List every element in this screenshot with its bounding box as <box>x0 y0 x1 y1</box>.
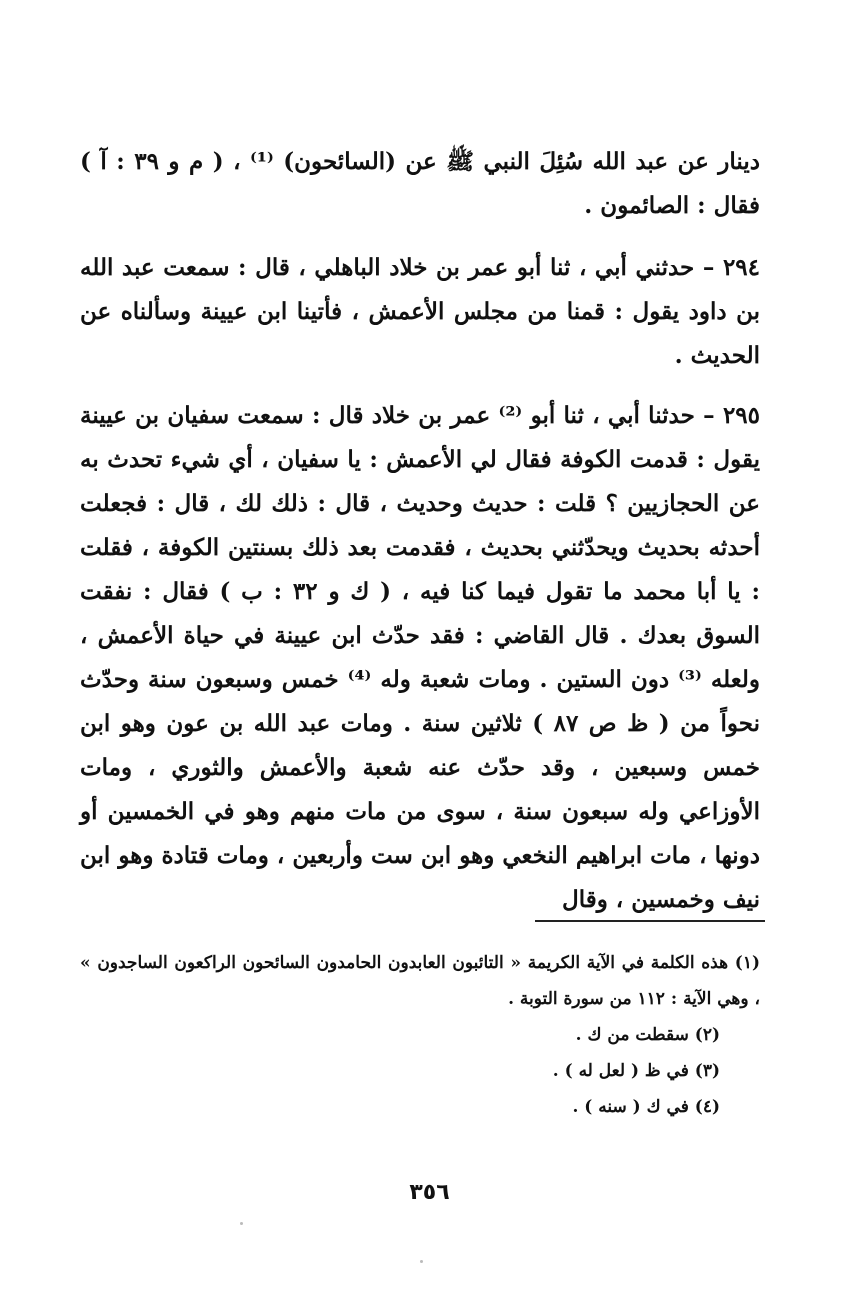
footnote-1: (١) هذه الكلمة في الآية الكريمة « التائبون العابدون الحامدون السائحون الراكعون الساجدون » ، وهي الآية : ١١٢ من سورة التوبة . <box>80 953 760 1009</box>
paragraph-hadith-295: ٢٩٥ – حدثنا أبي ، ثنا أبو ⁽²⁾ عمر بن خلاد قال : سمعت سفيان بن عيينة يقول : قدمت الكوفة فقال لي الأعمش : يا سفيان ، أي شيء تحدث به عن الحجازيين ؟ قلت : حديث وحديث ، قال : ذلك لك ، قال : فجعلت أحدثه بحديث ويحدّثني بحديث ، فقدمت بعد ذلك بسنتين الكوفة ، فقلت : يا أبا محمد ما تقول فيما كنا فيه ، ( ك و ٣٢ : ب ) فقال : نفقت السوق بعدك . قال القاضي : فقد حدّث ابن عيينة في حياة الأعمش ، ولعله ⁽³⁾ دون الستين . ومات شعبة وله ⁽⁴⁾ خمس وسبعون سنة وحدّث نحواً من ( ظ ص ٨٧ ) ثلاثين سنة . ومات عبد الله بن عون وهو ابن خمس وسبعين ، وقد حدّث عنه شعبة والأعمش والثوري ، ومات الأوزاعي وله سبعون سنة ، سوى من مات منهم وهو في الخمسين أو دونها ، مات ابراهيم النخعي وهو ابن ست وأربعين ، ومات قتادة وهو ابن نيف وخمسين ، وقال <box>80 402 761 913</box>
paper-speck <box>240 1222 243 1225</box>
page-number: ٣٥٦ <box>409 1180 450 1205</box>
footnote-2: (٢) سقطت من ك . <box>575 1025 720 1045</box>
paragraph-continuation: دينار عن عبد الله سُئِلَ النبي ﷺ عن (السائحون) ⁽¹⁾ ، ( م و ٣٩ : آ ) فقال : الصائمون . <box>80 148 760 219</box>
footnotes <box>80 945 760 1125</box>
paper-speck <box>420 1260 423 1263</box>
footnote-4: (٤) في ك ( سنه ) . <box>572 1097 720 1117</box>
footnote-3: (٣) في ظ ( لعل له ) . <box>552 1061 720 1081</box>
main-text <box>80 140 760 938</box>
footnote-divider <box>535 920 765 922</box>
paragraph-hadith-294: ٢٩٤ – حدثني أبي ، ثنا أبو عمر بن خلاد الباهلي ، قال : سمعت عبد الله بن داود يقول : قمنا من مجلس الأعمش ، فأتينا ابن عيينة وسألناه عن الحديث . <box>80 254 760 369</box>
